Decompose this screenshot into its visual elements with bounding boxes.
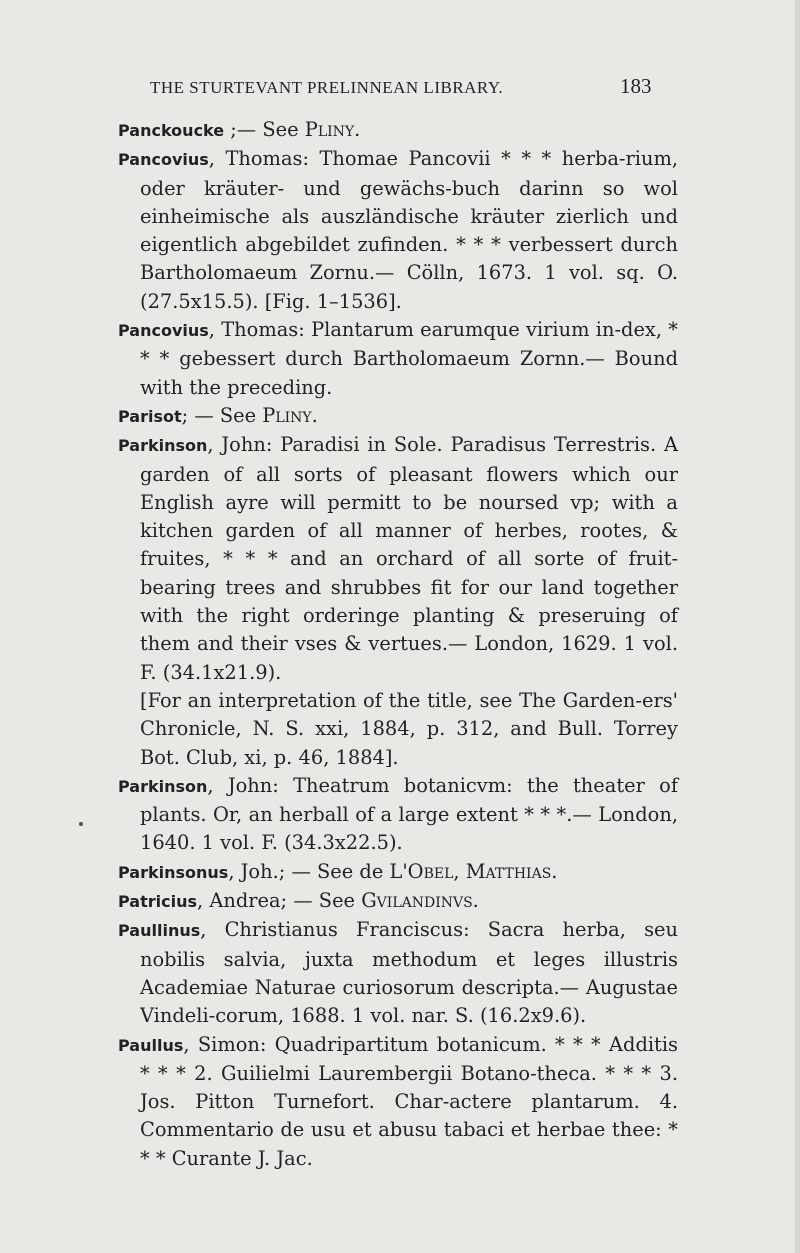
catalog-entry (118, 858, 678, 887)
entry-note: [For an interpretation of the title, see The Garden-ers' Chronicle, N. S. xxi, 1884, p. 312, and Bull. Torrey Bot. Club, xi, p. 46, 1884]. (140, 688, 678, 769)
catalog-entry (118, 116, 678, 145)
running-title: THE STURTEVANT PRELINNEAN LIBRARY. (150, 78, 504, 97)
entry-text: , Thomas: Plantarum earumque virium in-dex, * * * gebessert durch Bartholomaeum Zornn.— Bound with the preceding. (140, 318, 678, 399)
catalog-entry (118, 316, 678, 402)
entry-reference: Gvilandinvs. (361, 889, 479, 913)
entry-name: Pancovius (118, 321, 209, 341)
entry-reference: Pliny. (262, 403, 318, 427)
entry-text: , Simon: Quadripartitum botanicum. * * * Additis * * * 2. Guilielmi Laurembergii Botano-theca. * * * 3. Jos. Pitton Turnefort. Char-actere plantarum. 4. Commentario de usu et abusu tabaci et herbae thee: * * * Curante J. Jac. (140, 1032, 678, 1170)
entry-name: Paullus (118, 1035, 184, 1055)
entry-name: Parkinson (118, 776, 208, 796)
catalog-entries (118, 116, 678, 1173)
entry-reference: Pliny. (304, 118, 361, 141)
entry-name: Panckoucke (118, 121, 225, 140)
entry-text: , Joh.; — See de (228, 859, 390, 883)
paper-speck (79, 822, 83, 826)
page-number: 183 (620, 74, 652, 98)
entry-text: ; — See (181, 403, 263, 427)
catalog-entry (118, 887, 678, 916)
entry-text: ;— See (224, 118, 305, 141)
entry-name: Parisot (118, 406, 182, 426)
entry-name: Patricius (118, 892, 197, 912)
entry-reference: L'Obel, Matthias. (389, 859, 558, 883)
catalog-entry (118, 402, 678, 431)
catalog-entry (118, 145, 678, 316)
entry-name: Paullinus (118, 921, 201, 941)
entry-text: , Thomas: Thomae Pancovii * * * herba-rium, oder kräuter- und gewächs-buch darinn so wol einheimische als auszländische kräuter zierlich und eigentlich abgebildet zufinden. * * * verbessert durch Bartholomaeum Zornu.— Cölln, 1673. 1 vol. sq. O. (27.5x15.5). [Fig. 1–1536]. (140, 147, 678, 313)
entry-text: , John: Paradisi in Sole. Paradisus Terrestris. A garden of all sorts of pleasant flowers which our English ayre will permitt to be noursed vp; with a kitchen garden of all manner of herbes, rootes, & fruites, * * * and an orchard of all sorte of fruit-bearing trees and shrubbes fit for our land together with the right orderinge planting & preseruing of them and their vses & vertues.— London, 1629. 1 vol. F. (34.1x21.9). (140, 433, 678, 684)
catalog-entry (118, 772, 678, 858)
catalog-entry (118, 431, 678, 687)
entry-text: , Andrea; — See (197, 889, 362, 913)
entry-text: , Christianus Franciscus: Sacra herba, seu nobilis salvia, juxta methodum et leges illustris Academiae Naturae curiosorum descripta.— Augustae Vindeli-corum, 1688. 1 vol. nar. S. (16.2x9.6). (140, 918, 678, 1028)
catalog-entry (118, 916, 678, 1030)
page-edge-shadow (795, 0, 800, 1253)
entry-text: , John: Theatrum botanicvm: the theater of plants. Or, an herball of a large extent * * *.— London, 1640. 1 vol. F. (34.3x22.5). (140, 773, 678, 855)
entry-name: Parkinson (118, 436, 208, 456)
entry-name: Parkinsonus (118, 862, 229, 882)
catalog-entry (118, 1031, 678, 1173)
entry-name: Pancovius (118, 150, 209, 170)
